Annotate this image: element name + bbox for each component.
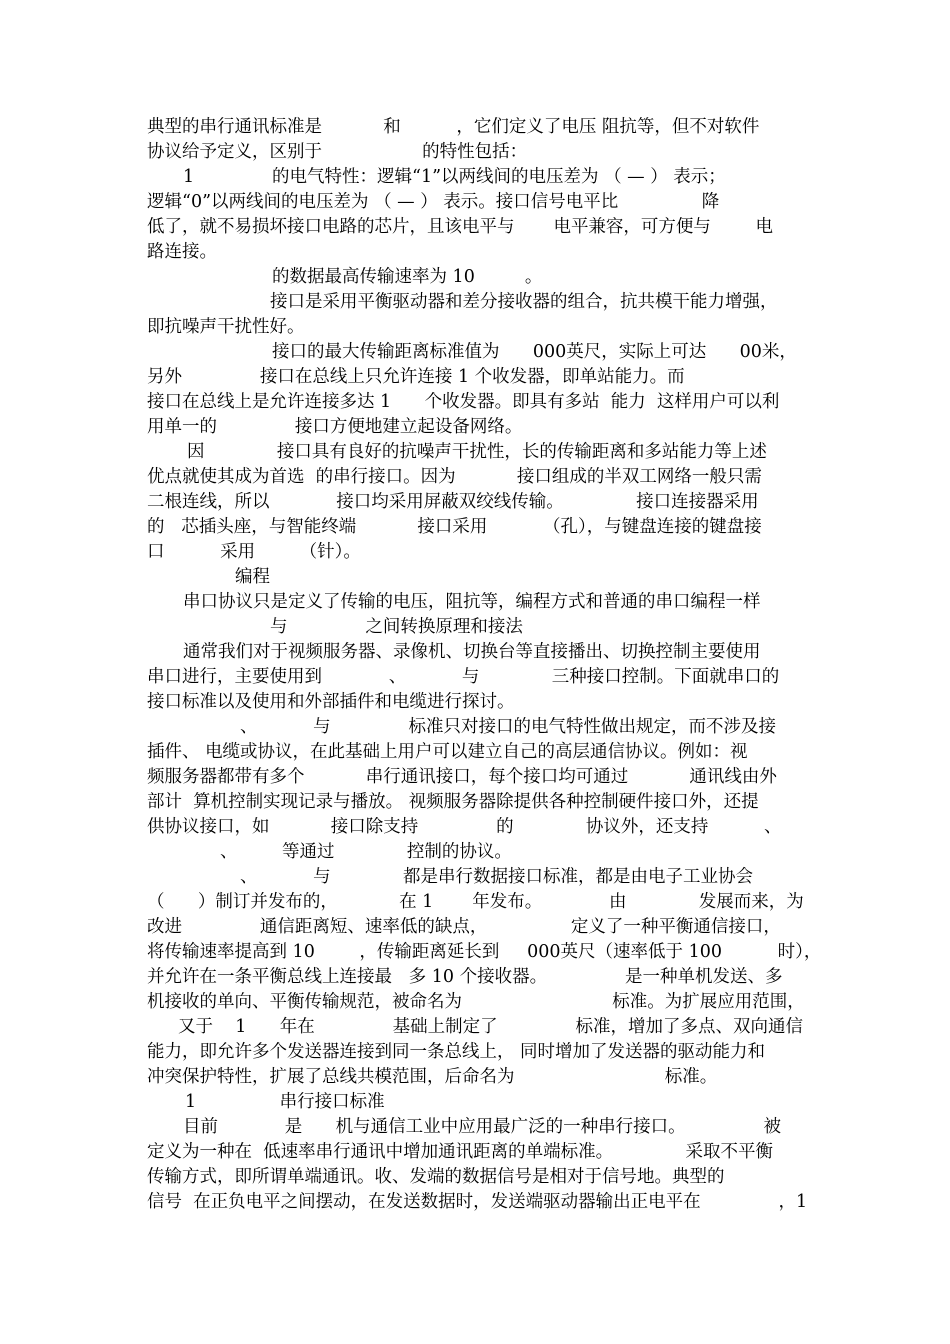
text-line: 接口标准以及使用和外部插件和电缆进行探讨。 (147, 692, 515, 712)
text-line: 优点就使其成为首选 的串行接口。因为 接口组成的半双工网络一般只需 (147, 467, 762, 487)
text-line: 部计 算机控制实现记录与播放。 视频服务器除提供各种控制硬件接口外，还提 (147, 792, 759, 812)
section-heading: 与 之间转换原理和接法 (270, 617, 523, 637)
text-line: 的 芯插头座，与智能终端 接口采用 （孔），与键盘连接的键盘接 (147, 517, 762, 537)
text-line: 接口是采用平衡驱动器和差分接收器的组合，抗共模干能力增强， (270, 292, 778, 312)
text-line: 机接收的单向、平衡传输规范，被命名为 标准。为扩展应用范围， (147, 992, 805, 1012)
text-line: 因 接口具有良好的抗噪声干扰性，长的传输距离和多站能力等上述 (187, 442, 767, 462)
text-line: 逻辑“0”以两线间的电压差为 （ — ） 表示。接口信号电平比 降 (147, 192, 720, 212)
text-line: 改进 通信距离短、速率低的缺点， 定义了一种平衡通信接口， (147, 917, 781, 937)
text-line: 低了，就不易损坏接口电路的芯片，且该电平与 电平兼容，可方便与 电 (147, 217, 773, 237)
text-line: 、 与 标准只对接口的电气特性做出规定，而不涉及接 (240, 717, 777, 737)
text-line: 串口进行，主要使用到 、 与 三种接口控制。下面就串口的 (147, 667, 780, 687)
text-line: 频服务器都带有多个 串行通讯接口，每个接口均可通过 通讯线由外 (147, 767, 777, 787)
text-line: 即抗噪声干扰性好。 (147, 317, 305, 337)
text-line: 口 采用 （针）。 (147, 542, 361, 562)
text-line: 接口在总线上是允许连接多达 1 个收发器。即具有多站 能力 这样用户可以利 (147, 392, 780, 412)
text-line: 、 与 都是串行数据接口标准，都是由电子工业协会 (240, 867, 753, 887)
section-heading: 1 串行接口标准 (185, 1092, 385, 1112)
text-line: （ ）制订并发布的， 在 1 年发布。 由 发展而来，为 (147, 892, 804, 912)
text-line: 1 的电气特性：逻辑“1”以两线间的电压差为 （ — ） 表示； (183, 167, 726, 187)
text-line: 路连接。 (147, 242, 217, 262)
text-line: 另外 接口在总线上只允许连接 1 个收发器，即单站能力。而 (147, 367, 685, 387)
text-line: 典型的串行通讯标准是 和 ，它们定义了电压 阻抗等，但不对软件 (147, 117, 760, 137)
text-line: 的数据最高传输速率为 10 。 (272, 267, 543, 287)
text-line: 目前 是 机与通信工业中应用最广泛的一种串行接口。 被 (183, 1117, 782, 1137)
text-line: 又于 1 年在 基础上制定了 标准，增加了多点、双向通信 (178, 1017, 804, 1037)
text-line: 供协议接口，如 接口除支持 的 协议外，还支持 、 (147, 817, 782, 837)
text-line: 通常我们对于视频服务器、录像机、切换台等直接播出、切换控制主要使用 (183, 642, 761, 662)
text-line: 能力，即允许多个发送器连接到同一条总线上， 同时增加了发送器的驱动能力和 (147, 1042, 766, 1062)
text-line: 接口的最大传输距离标准值为 000英尺，实际上可达 00米， (272, 342, 797, 362)
text-line: 传输方式，即所谓单端通讯。收、发端的数据信号是相对于信号地。典型的 (147, 1167, 725, 1187)
text-line: 、 等通过 控制的协议。 (220, 842, 512, 862)
text-line: 插件、 电缆或协议，在此基础上用户可以建立自己的高层通信协议。例如：视 (147, 742, 748, 762)
text-line: 协议给予定义，区别于 的特性包括： (147, 142, 528, 162)
text-line: 将传输速率提高到 10 ，传输距离延长到 000英尺（速率低于 100 时）， (147, 942, 822, 962)
text-line: 用单一的 接口方便地建立起设备网络。 (147, 417, 523, 437)
text-line: 信号 在正负电平之间摆动，在发送数据时，发送端驱动器输出正电平在 ，1 (147, 1192, 808, 1212)
text-line: 并允许在一条平衡总线上连接最 多 10 个接收器。 是一种单机发送、多 (147, 967, 783, 987)
text-line: 冲突保护特性，扩展了总线共模范围，后命名为 标准。 (147, 1067, 718, 1087)
text-line: 串口协议只是定义了传输的电压，阻抗等，编程方式和普通的串口编程一样 (183, 592, 761, 612)
section-heading: 编程 (235, 567, 270, 587)
text-line: 二根连线，所以 接口均采用屏蔽双绞线传输。 接口连接器采用 (147, 492, 759, 512)
text-line: 定义为一种在 低速率串行通讯中增加通讯距离的单端标准。 采取不平衡 (147, 1142, 773, 1162)
